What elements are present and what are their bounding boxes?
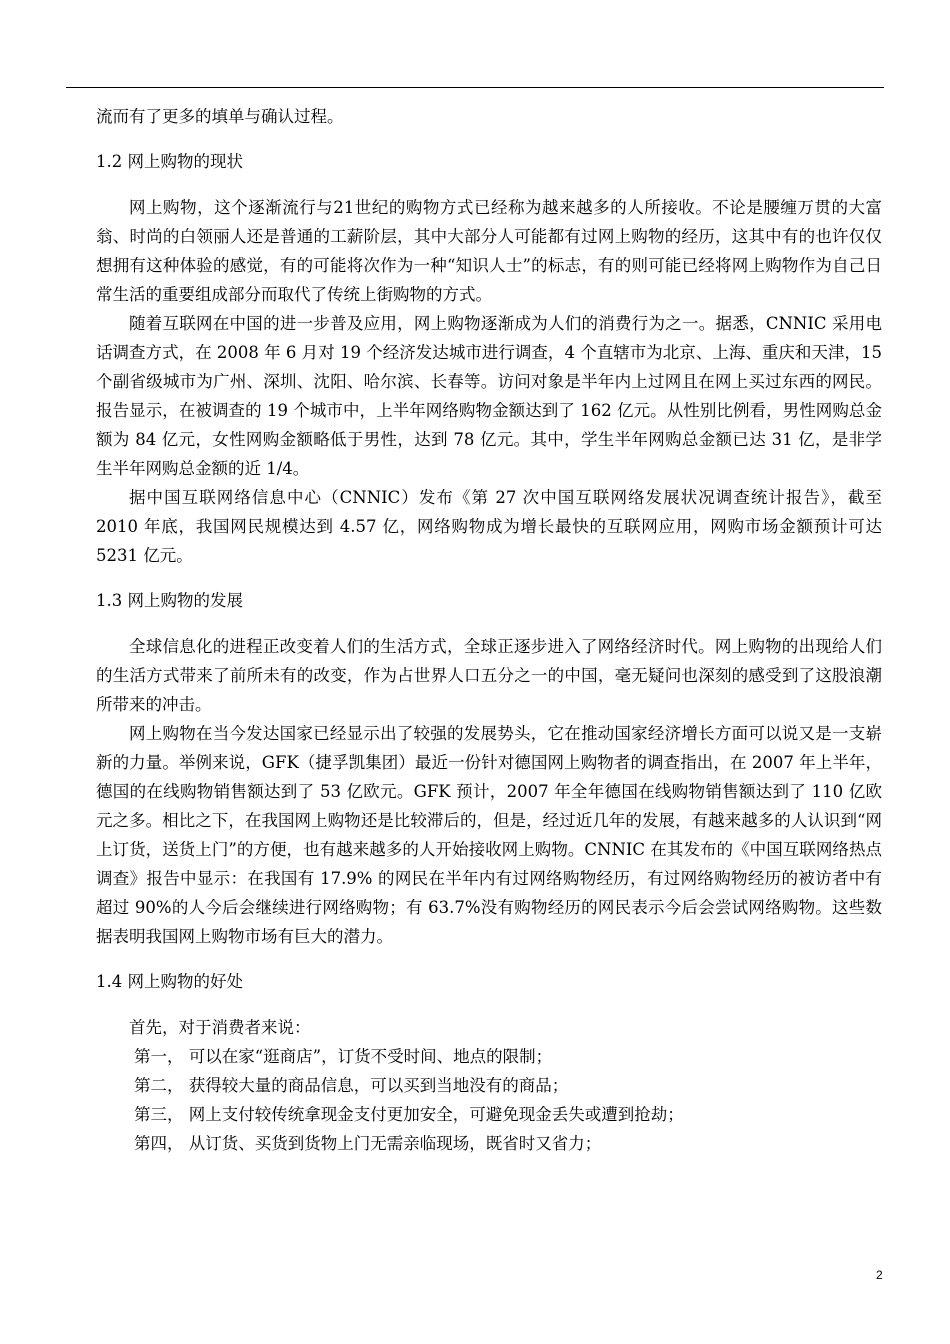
paragraph: 随着互联网在中国的进一步普及应用，网上购物逐渐成为人们的消费行为之一。据悉，CNNIC 采用电话调查方式，在 2008 年 6 月对 19 个经济发达城市进行调查，4 个直辖市为北京、上海、重庆和天津，15 个副省级城市为广州、深圳、沈阳、哈尔滨、长春等。访问对象是半年内上过网且在网上买过东西的网民。报告显示，在被调查的 19 个城市中，上半年网络购物金额达到了 162 亿元。从性别比例看，男性网购总金额为 84 亿元，女性网购金额略低于男性，达到 78 亿元。其中，学生半年网购总金额已达 31 亿，是非学生半年网购总金额的近 1/4。 — [96, 314, 882, 478]
paragraph: 网上购物，这个逐渐流行与21世纪的购物方式已经称为越来越多的人所接收。不论是腰缠万贯的大富翁、时尚的白领丽人还是普通的工薪阶层，其中大部分人可能都有过网上购物的经历，这其中有的也许仅仅想拥有这种体验的感觉，有的可能将次作为一种“知识人士”的标志，有的则可能已经将网上购物作为自己日常生活的重要组成部分而取代了传统上街购物的方式。 — [96, 198, 882, 304]
page-content — [96, 102, 882, 1158]
section-heading-1-3: 1.3 网上购物的发展 — [96, 591, 243, 610]
section-heading-1-4: 1.4 网上购物的好处 — [96, 972, 243, 991]
header-rule — [66, 87, 884, 88]
list-item: 第三， 网上支付较传统拿现金支付更加安全，可避免现金丢失或遭到抢劫； — [134, 1105, 684, 1124]
section-heading-1-2: 1.2 网上购物的现状 — [96, 152, 243, 171]
continuation-paragraph: 流而有了更多的填单与确认过程。 — [96, 107, 344, 126]
paragraph: 据中国互联网络信息中心（CNNIC）发布《第 27 次中国互联网络发展状况调查统计报告》，截至 2010 年底，我国网民规模达到 4.57 亿，网络购物成为增长最快的互联网应用，网购市场金额预计可达 5231 亿元。 — [96, 488, 882, 565]
paragraph: 全球信息化的进程正改变着人们的生活方式，全球正逐步进入了网络经济时代。网上购物的出现给人们的生活方式带来了前所未有的改变，作为占世界人口五分之一的中国，毫无疑问也深刻的感受到了这股浪潮所带来的冲击。 — [96, 637, 882, 714]
list-intro: 首先，对于消费者来说： — [129, 1018, 311, 1037]
list-item: 第二， 获得较大量的商品信息，可以买到当地没有的商品； — [134, 1076, 569, 1095]
page-number: 2 — [876, 1268, 883, 1282]
list-item: 第四， 从订货、买货到货物上门无需亲临现场，既省时又省力； — [134, 1134, 602, 1153]
paragraph: 网上购物在当今发达国家已经显示出了较强的发展势头，它在推动国家经济增长方面可以说又是一支崭新的力量。举例来说，GFK（捷孚凯集团）最近一份针对德国网上购物者的调查指出，在 2007 年上半年，德国的在线购物销售额达到了 53 亿欧元。GFK 预计，2007 年全年德国在线购物销售额达到了 110 亿欧元之多。相比之下，在我国网上购物还是比较滞后的，但是，经过近几年的发展，有越来越多的人认识到“网上订货，送货上门”的方便，也有越来越多的人开始接收网上购物。CNNIC 在其发布的《中国互联网络热点调查》报告中显示：在我国有 17.9% 的网民在半年内有过网络购物经历，有过网络购物经历的被访者中有超过 90%的人今后会继续进行网络购物；有 63.7%没有购物经历的网民表示今后会尝试网络购物。这些数据表明我国网上购物市场有巨大的潜力。 — [96, 724, 882, 946]
list-item: 第一， 可以在家“逛商店”，订货不受时间、地点的限制； — [134, 1047, 553, 1066]
